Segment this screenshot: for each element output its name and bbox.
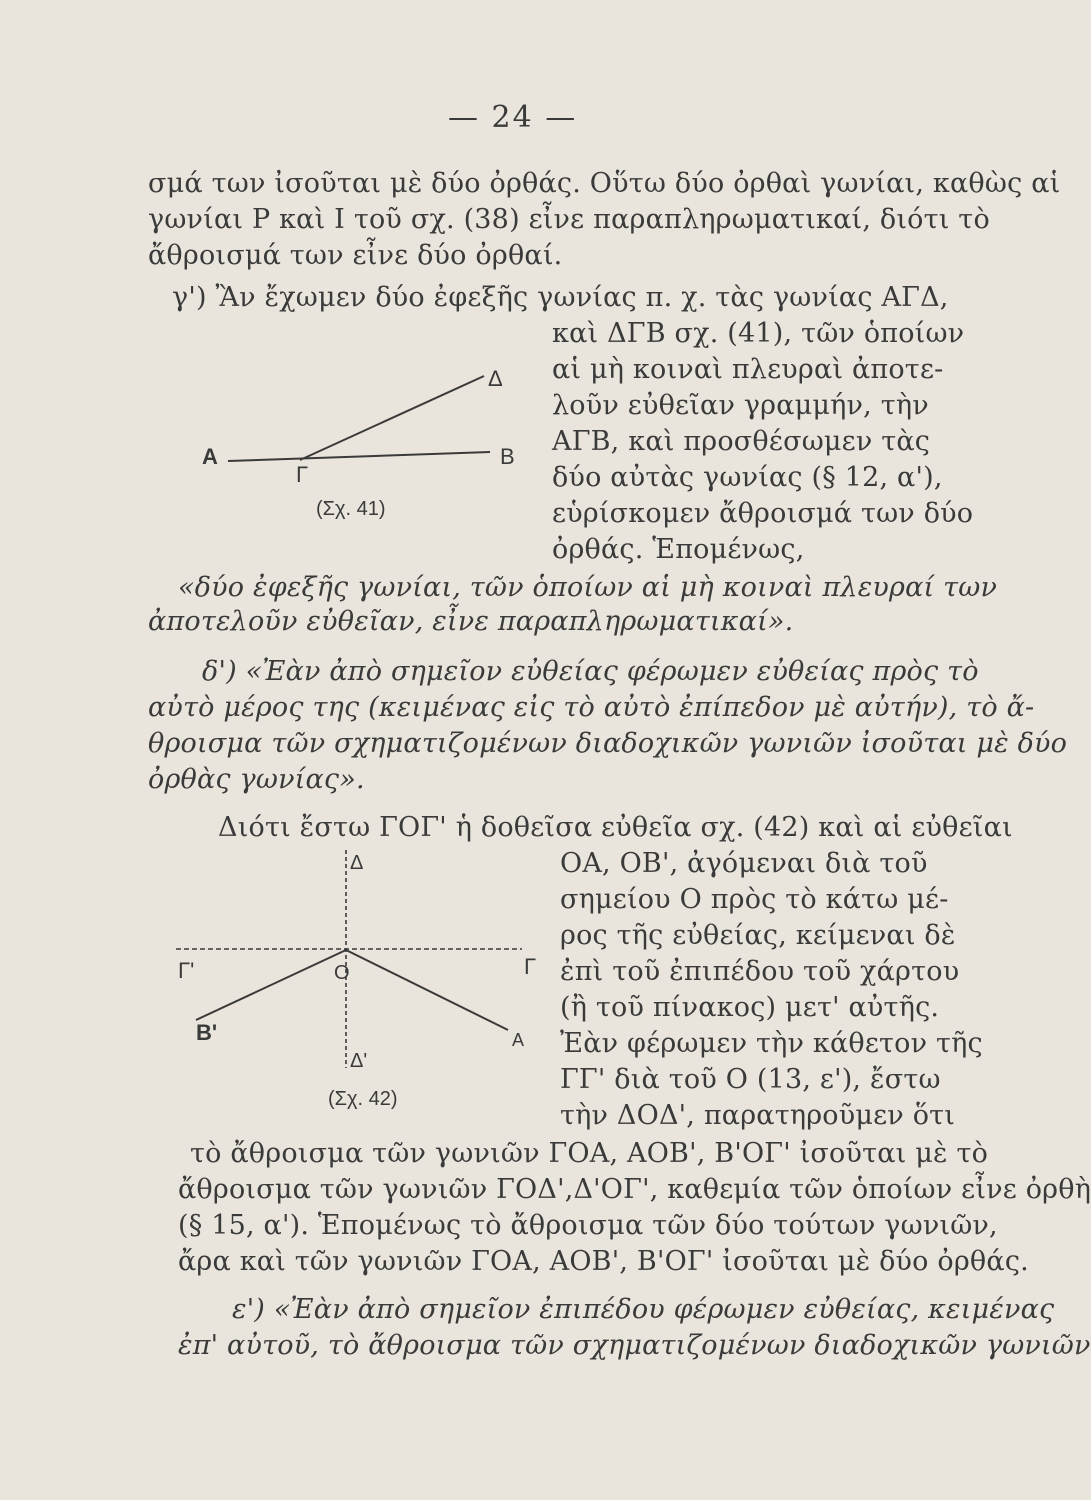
text-line: ἄθροισμά των εἶνε δύο ὀρθαί. (148, 240, 563, 271)
text-line: δ') «Ἐὰν ἀπὸ σημεῖον εὐθείας φέρωμεν εὐθείας πρὸς τὸ (202, 656, 979, 687)
text-line: Ἐὰν φέρωμεν τὴν κάθετον τῆς (560, 1028, 983, 1059)
fig42-label-o: Ο (334, 962, 350, 984)
fig41-label-b: Β (500, 444, 515, 469)
text-line: αὐτὸ μέρος της (κειμένας εἰς τὸ αὐτὸ ἐπίπεδον μὲ αὐτήν), τὸ ἄ- (148, 692, 1035, 723)
text-line: ΟΑ, ΟΒ', ἀγόμεναι διὰ τοῦ (560, 848, 928, 879)
text-line: ἐπὶ τοῦ ἐπιπέδου τοῦ χάρτου (560, 956, 960, 987)
fig42-caption: (Σχ. 42) (328, 1088, 398, 1110)
fig42-label-d: Δ (350, 852, 364, 874)
fig42-label-d-prime: Δ' (350, 1050, 368, 1072)
fig42-label-a: Α (512, 1030, 525, 1050)
text-line: καὶ ΔΓΒ σχ. (41), τῶν ὁποίων (552, 318, 965, 349)
text-line: (§ 15, α'). Ἑπομένως τὸ ἄθροισμα τῶν δύο τούτων γωνιῶν, (178, 1210, 998, 1241)
text-line: ὀρθὰς γωνίας». (148, 764, 365, 795)
fig41-caption: (Σχ. 41) (316, 498, 386, 520)
text-line: αἱ μὴ κοιναὶ πλευραὶ ἀποτε- (552, 354, 944, 385)
fig42-label-b-prime: Β' (196, 1020, 218, 1045)
text-line: τὴν ΔΟΔ', παρατηροῦμεν ὅτι (560, 1100, 956, 1131)
text-line: θροισμα τῶν σχηματιζομένων διαδοχικῶν γωνιῶν ἰσοῦται μὲ δύο (148, 728, 1068, 759)
fig41-label-a: Α (202, 444, 218, 469)
text-line: (ἢ τοῦ πίνακος) μετ' αὐτῆς. (560, 992, 940, 1023)
text-line: ρος τῆς εὐθείας, κείμεναι δὲ (560, 920, 956, 951)
text-line: ἀποτελοῦν εὐθεῖαν, εἶνε παραπληρωματικαί». (148, 606, 794, 637)
fig42-label-g-prime: Γ' (178, 958, 195, 983)
text-line: ἐπ' αὐτοῦ, τὸ ἄθροισμα τῶν σχηματιζομένων διαδοχικῶν γωνιῶν (178, 1330, 1091, 1361)
fig41-label-d: Δ (488, 366, 503, 391)
text-line: Διότι ἔστω ΓΟΓ' ἡ δοθεῖσα εὐθεῖα σχ. (42) καὶ αἱ εὐθεῖαι (218, 812, 1013, 843)
text-line: γ') Ἂν ἔχωμεν δύο ἐφεξῆς γωνίας π. χ. τὰς γωνίας ΑΓΔ, (172, 282, 949, 313)
fig41-label-g: Γ (296, 462, 309, 487)
text-line: ὀρθάς. Ἑπομένως, (552, 534, 805, 565)
text-line: σημείου Ο πρὸς τὸ κάτω μέ- (560, 884, 949, 915)
text-line: «δύο ἐφεξῆς γωνίαι, τῶν ὁποίων αἱ μὴ κοιναὶ πλευραί των (178, 572, 998, 603)
text-line: εὑρίσκομεν ἄθροισμά των δύο (552, 498, 974, 529)
text-line: ε') «Ἐὰν ἀπὸ σημεῖον ἐπιπέδου φέρωμεν εὐθείας, κειμένας (232, 1294, 1055, 1325)
fig42-label-g: Γ (524, 954, 537, 979)
text-line: ΑΓΒ, καὶ προσθέσωμεν τὰς (552, 426, 931, 457)
text-line: τὸ ἄθροισμα τῶν γωνιῶν ΓΟΑ, ΑΟΒ', Β'ΟΓ' ἰσοῦται μὲ τὸ (190, 1138, 989, 1169)
text-line: σμά των ἰσοῦται μὲ δύο ὀρθάς. Οὕτω δύο ὀρθαὶ γωνίαι, καθὼς αἱ (148, 168, 1061, 199)
text-line: ΓΓ' διὰ τοῦ Ο (13, ε'), ἔστω (560, 1064, 941, 1095)
text-line: λοῦν εὐθεῖαν γραμμήν, τὴν (552, 390, 929, 421)
text-line: γωνίαι Ρ καὶ Ι τοῦ σχ. (38) εἶνε παραπληρωματικαί, διότι τὸ (148, 204, 990, 235)
page-number: — 24 — (448, 100, 578, 135)
text-line: δύο αὐτὰς γωνίας (§ 12, α'), (552, 462, 943, 493)
text-line: ἄθροισμα τῶν γωνιῶν ΓΟΔ',Δ'ΟΓ', καθεμία τῶν ὁποίων εἶνε ὀρθὴ (178, 1174, 1091, 1205)
text-line: ἄρα καὶ τῶν γωνιῶν ΓΟΑ, ΑΟΒ', Β'ΟΓ' ἰσοῦται μὲ δύο ὀρθάς. (178, 1246, 1029, 1277)
